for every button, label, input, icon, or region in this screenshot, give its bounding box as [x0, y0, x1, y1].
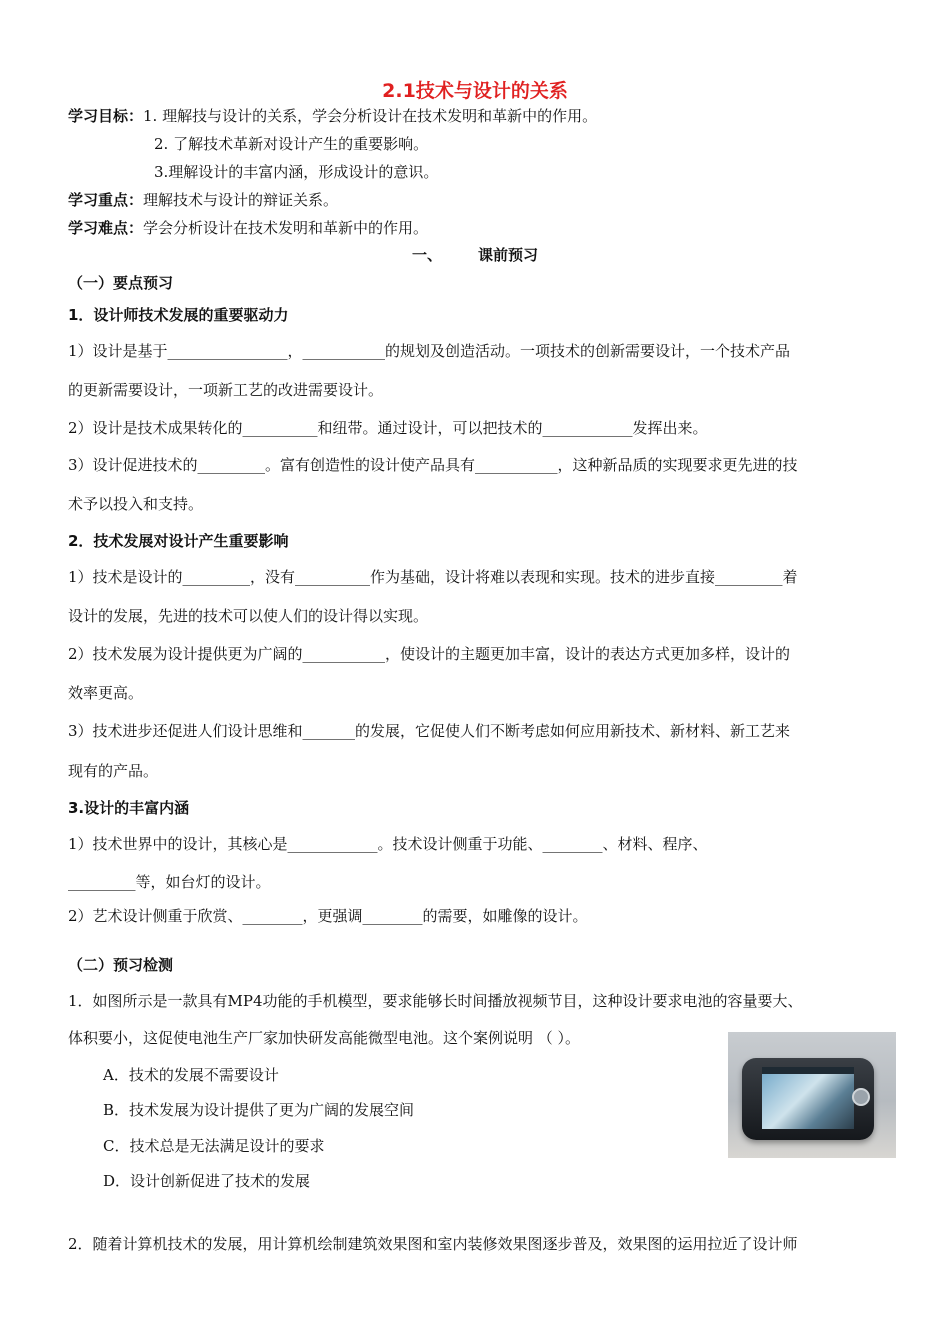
heading-3: 3.设计的丰富内涵 [68, 799, 190, 817]
difficulty-text: 学会分析设计在技术发明和革新中的作用。 [143, 219, 429, 237]
question-1a: 1．如图所示是一款具有MP4功能的手机模型，要求能够长时间播放视频节目，这种设计要求电池的容量要大、 [68, 992, 803, 1010]
page-title: 2.1技术与设计的关系 [382, 80, 568, 102]
paragraph-2-2b: 效率更高。 [68, 684, 144, 702]
objectives-row [68, 106, 597, 126]
heading-2: 2．技术发展对设计产生重要影响 [68, 532, 289, 550]
difficulty-row [68, 218, 428, 238]
option-a: A．技术的发展不需要设计 [103, 1066, 279, 1084]
paragraph-2-1a: 1）技术是设计的_________，没有__________作为基础，设计将难以表现和实现。技术的进步直接_________着 [68, 568, 798, 586]
objective-item-1: 1. 理解技与设计的关系，学会分析设计在技术发明和革新中的作用。 [143, 107, 598, 125]
paragraph-2-3a: 3）技术进步还促进人们设计思维和_______的发展，它促使人们不断考虑如何应用新技术、新材料、新工艺来 [68, 722, 791, 740]
part-heading-2: （二）预习检测 [68, 956, 174, 974]
phone-model-photo [728, 1032, 896, 1158]
focus-text: 理解技术与设计的辩证关系。 [143, 191, 339, 209]
question-2a: 2．随着计算机技术的发展，用计算机绘制建筑效果图和室内装修效果图逐步普及，效果图的运用拉近了设计师 [68, 1235, 798, 1253]
focus-label: 学习重点： [68, 191, 144, 209]
heading-1: 1．设计师技术发展的重要驱动力 [68, 306, 289, 324]
paragraph-2-1b: 设计的发展，先进的技术可以使人们的设计得以实现。 [68, 607, 429, 625]
question-1b: 体积要小，这促使电池生产厂家加快研发高能微型电池。这个案例说明 （ ）。 [68, 1029, 581, 1047]
section-number: 一、 [411, 246, 442, 264]
paragraph-1-3a: 3）设计促进技术的_________。富有创造性的设计使产品具有___________，这种新品质的实现要求更先进的技 [68, 456, 798, 474]
option-b: B．技术发展为设计提供了更为广阔的发展空间 [103, 1101, 415, 1119]
section-title: 课前预习 [478, 246, 539, 264]
screen-status-bar [762, 1067, 854, 1074]
paragraph-1-2: 2）设计是技术成果转化的__________和纽带。通过设计，可以把技术的____________发挥出来。 [68, 419, 708, 437]
phone-body [742, 1058, 874, 1140]
paragraph-2-2a: 2）技术发展为设计提供更为广阔的___________，使设计的主题更加丰富，设计的表达方式更加多样，设计的 [68, 645, 791, 663]
option-c: C．技术总是无法满足设计的要求 [103, 1137, 325, 1155]
difficulty-label: 学习难点： [68, 219, 144, 237]
phone-screen [762, 1067, 854, 1129]
paragraph-1-3b: 术予以投入和支持。 [68, 495, 204, 513]
paragraph-1-1a: 1）设计是基于________________，___________的规划及创造活动。一项技术的创新需要设计，一个技术产品 [68, 342, 791, 360]
paragraph-3-1b: _________等，如台灯的设计。 [68, 873, 271, 891]
part-heading-1: （一）要点预习 [68, 274, 174, 292]
paragraph-3-2: 2）艺术设计侧重于欣赏、________，更强调________的需要，如雕像的设计。 [68, 907, 588, 925]
paragraph-1-1b: 的更新需要设计，一项新工艺的改进需要设计。 [68, 381, 384, 399]
dpad-icon [852, 1088, 870, 1106]
objective-item-3: 3.理解设计的丰富内涵，形成设计的意识。 [154, 163, 439, 181]
objective-item-2: 2. 了解技术革新对设计产生的重要影响。 [154, 135, 429, 153]
option-d: D．设计创新促进了技术的发展 [103, 1172, 311, 1190]
objectives-label: 学习目标： [68, 107, 144, 125]
paragraph-3-1a: 1）技术世界中的设计，其核心是____________。技术设计侧重于功能、________、材料、程序、 [68, 835, 708, 853]
focus-row [68, 190, 338, 210]
paragraph-2-3b: 现有的产品。 [68, 762, 159, 780]
section-heading [0, 245, 950, 265]
